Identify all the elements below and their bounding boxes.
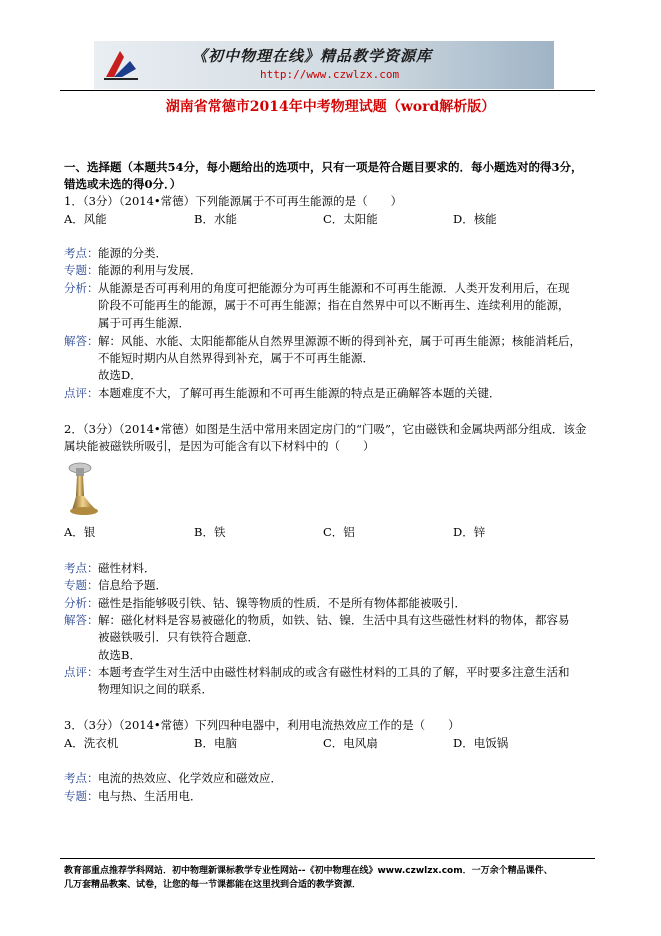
q3-option-c: C．电风扇 <box>323 736 378 750</box>
q1-fenxi-line1: 从能源是否可再利用的角度可把能源分为可再生能源和不可再生能源．人类开发利用后，在现 <box>98 281 570 295</box>
q3-kaodian: 电流的热效应、化学效应和磁效应． <box>98 771 282 785</box>
q2-option-b: B．铁 <box>194 525 226 539</box>
banner-title: 《初中物理在线》精品教学资源库 <box>192 47 433 65</box>
q1-option-a: A．风能 <box>64 212 107 226</box>
q1-dianping-label: 点评： <box>64 386 99 400</box>
q2-jieda-line3: 故选B． <box>98 648 141 662</box>
q2-dianping-line2: 物理知识之间的联系． <box>98 682 213 696</box>
q2-dianping-line1: 本题考查学生对生活中由磁性材料制成的或含有磁性材料的工具的了解，平时要多注意生活和 <box>98 665 570 679</box>
q1-jieda-line1: 解：风能、水能、太阳能都能从自然界里源源不断的得到补充，属于可再生能源；核能消耗后， <box>98 334 581 348</box>
q2-stem-line1: 2．（3分）（2014•常德）如图是生活中常用来固定房门的“门吸”，它由磁铁和金属块两部分组成．该金 <box>64 422 587 436</box>
q3-zhuanti-label: 专题： <box>64 789 99 803</box>
q3-option-a: A．洗衣机 <box>64 736 119 750</box>
q1-zhuanti: 能源的利用与发展． <box>98 263 202 277</box>
q3-option-b: B．电脑 <box>194 736 237 750</box>
q3-zhuanti: 电与热、生活用电． <box>98 789 202 803</box>
q1-fenxi-line2: 阶段不可能再生的能源，属于不可再生能源；指在自然界中可以不断再生、连续利用的能源， <box>98 298 570 312</box>
q2-option-c: C．铝 <box>323 525 355 539</box>
q1-stem: 1．（3分）（2014•常德）下列能源属于不可再生能源的是（ ） <box>64 194 403 208</box>
q1-kaodian-label: 考点： <box>64 246 99 260</box>
q2-kaodian: 磁性材料． <box>98 561 156 575</box>
q3-stem: 3．（3分）（2014•常德）下列四种电器中，利用电流热效应工作的是（ ） <box>64 718 460 732</box>
door-stop-image <box>66 460 110 516</box>
footer-line2: 几万套精品教案、试卷，让您的每一节课都能在这里找到合适的教学资源． <box>64 880 362 890</box>
q2-option-d: D．锌 <box>453 525 486 539</box>
q2-fenxi-label: 分析： <box>64 596 99 610</box>
footer-line1: 教育部重点推荐学科网站．初中物理新课标教学专业性网站--《初中物理在线》www.czwlzx.com．一万余个精品课件、 <box>64 866 553 876</box>
q2-option-a: A．银 <box>64 525 96 539</box>
q1-jieda-label: 解答： <box>64 334 99 348</box>
document-title: 湖南省常德市2014年中考物理试题（word解析版） <box>165 99 496 115</box>
q2-zhuanti-label: 专题： <box>64 578 99 592</box>
banner-url[interactable]: http://www.czwlzx.com <box>260 68 400 81</box>
q1-dianping: 本题难度不大，了解可再生能源和不可再生能源的特点是正确解答本题的关键． <box>98 386 501 400</box>
q2-fenxi: 磁性是指能够吸引铁、钴、镍等物质的性质．不是所有物体都能被吸引． <box>98 596 466 610</box>
q2-dianping-label: 点评： <box>64 665 99 679</box>
section-heading-cont: 错选或未选的得0分．） <box>64 177 182 191</box>
footer-rule <box>60 858 595 859</box>
q2-stem-line2: 属块能被磁铁所吸引，是因为可能含有以下材料中的（ ） <box>64 439 375 453</box>
q2-kaodian-label: 考点： <box>64 561 99 575</box>
section-heading: 一、选择题（本题共54分，每小题给出的选项中，只有一项是符合题目要求的．每小题选对的得3分， <box>64 160 583 174</box>
q2-jieda-line2: 被磁铁吸引．只有铁符合题意． <box>98 630 259 644</box>
q2-jieda-line1: 解：磁化材料是容易被磁化的物质，如铁、钴、镍．生活中具有这些磁性材料的物体，都容易 <box>98 613 570 627</box>
q2-zhuanti: 信息给予题． <box>98 578 167 592</box>
header-banner <box>94 41 554 89</box>
q1-option-d: D．核能 <box>453 212 497 226</box>
logo-icon <box>100 47 140 83</box>
header-rule <box>60 90 595 91</box>
q3-option-d: D．电饭锅 <box>453 736 509 750</box>
q1-zhuanti-label: 专题： <box>64 263 99 277</box>
q1-option-c: C．太阳能 <box>323 212 378 226</box>
q3-kaodian-label: 考点： <box>64 771 99 785</box>
q1-fenxi-label: 分析： <box>64 281 99 295</box>
q1-jieda-line2: 不能短时期内从自然界得到补充，属于不可再生能源． <box>98 351 374 365</box>
q1-jieda-line3: 故选D． <box>98 368 142 382</box>
q1-fenxi-line3: 属于可再生能源． <box>98 316 190 330</box>
q1-option-b: B．水能 <box>194 212 237 226</box>
q1-kaodian: 能源的分类． <box>98 246 167 260</box>
q2-jieda-label: 解答： <box>64 613 99 627</box>
